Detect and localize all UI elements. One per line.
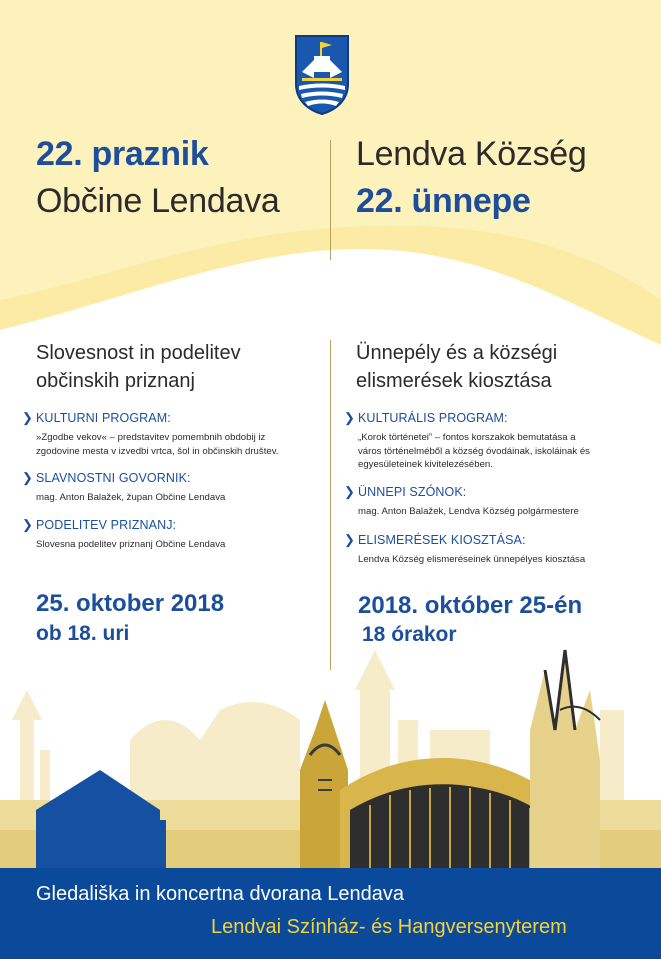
program-item-hu-speaker [344,484,648,519]
title-sl-line2: Občine Lendava [36,182,280,220]
item-heading: ÜNNEPI SZÓNOK: [358,485,467,499]
program-item-sl-speaker [22,470,326,505]
chevron-right-icon: ❯ [344,410,355,425]
chevron-right-icon: ❯ [22,517,33,532]
chevron-right-icon: ❯ [344,484,355,499]
item-heading: KULTURNI PROGRAM: [36,411,171,425]
item-body-line: egyesületeinek kivitelezésében. [358,459,493,470]
subtitle-hu-line2: elismerések kiosztása [356,370,552,392]
date-hu: 2018. október 25-én [358,592,583,619]
time-hu: 18 órakor [362,623,457,646]
title-hu-line2: 22. ünnepe [356,182,531,220]
item-heading: SLAVNOSTNI GOVORNIK: [36,471,191,485]
venue-hu: Lendvai Színház- és Hangversenyterem [211,916,567,938]
subtitle-hu-line1: Ünnepély és a községi [356,342,558,364]
subtitle-hu [356,339,646,395]
lendava-coat-of-arms-icon [294,34,350,116]
item-body-line: Lendva Község elismeréseinek ünnepélyes kiosztása [358,554,586,565]
subtitle-sl-line2: občinskih priznanj [36,370,195,392]
item-body-line: Slovesna podelitev priznanj Občine Lendava [36,539,226,550]
program-item-sl-awards [22,517,326,552]
title-sl-line1: 22. praznik [36,135,209,173]
chevron-right-icon: ❯ [22,470,33,485]
item-body-line: mag. Anton Balažek, Lendva Község polgármestere [358,506,579,517]
item-heading: KULTURÁLIS PROGRAM: [358,411,508,425]
time-sl: ob 18. uri [36,622,130,645]
item-body-line: zgodovine mesta v izvedbi vrtca, šol in občinskih društev. [36,445,279,457]
item-body-line: »Zgodbe vekov« – predstavitev pomembnih obdobij iz [36,432,266,443]
lendava-skyline-illustration [0,630,661,870]
title-divider [330,140,331,260]
content-divider [330,340,331,670]
date-sl: 25. oktober 2018 [36,590,225,617]
item-heading: PODELITEV PRIZNANJ: [36,518,177,532]
venue-sl: Gledališka in koncertna dvorana Lendava [36,883,405,905]
chevron-right-icon: ❯ [344,532,355,547]
item-body-line: „Korok történetei” – fontos korszakok bemutatása a [358,432,576,443]
subtitle-sl [36,339,326,395]
item-body-line: város történelméből a község óvodáinak, iskoláinak és [358,445,590,457]
chevron-right-icon: ❯ [22,410,33,425]
subtitle-sl-line1: Slovesnost in podelitev [36,342,241,364]
title-hu-line1: Lendva Község [356,135,587,173]
program-item-hu-awards [344,532,648,567]
item-heading: ELISMERÉSEK KIOSZTÁSA: [358,533,526,547]
program-item-hu-culture [344,410,648,472]
item-body-line: mag. Anton Balažek, župan Občine Lendava [36,492,226,503]
program-item-sl-culture [22,410,326,458]
